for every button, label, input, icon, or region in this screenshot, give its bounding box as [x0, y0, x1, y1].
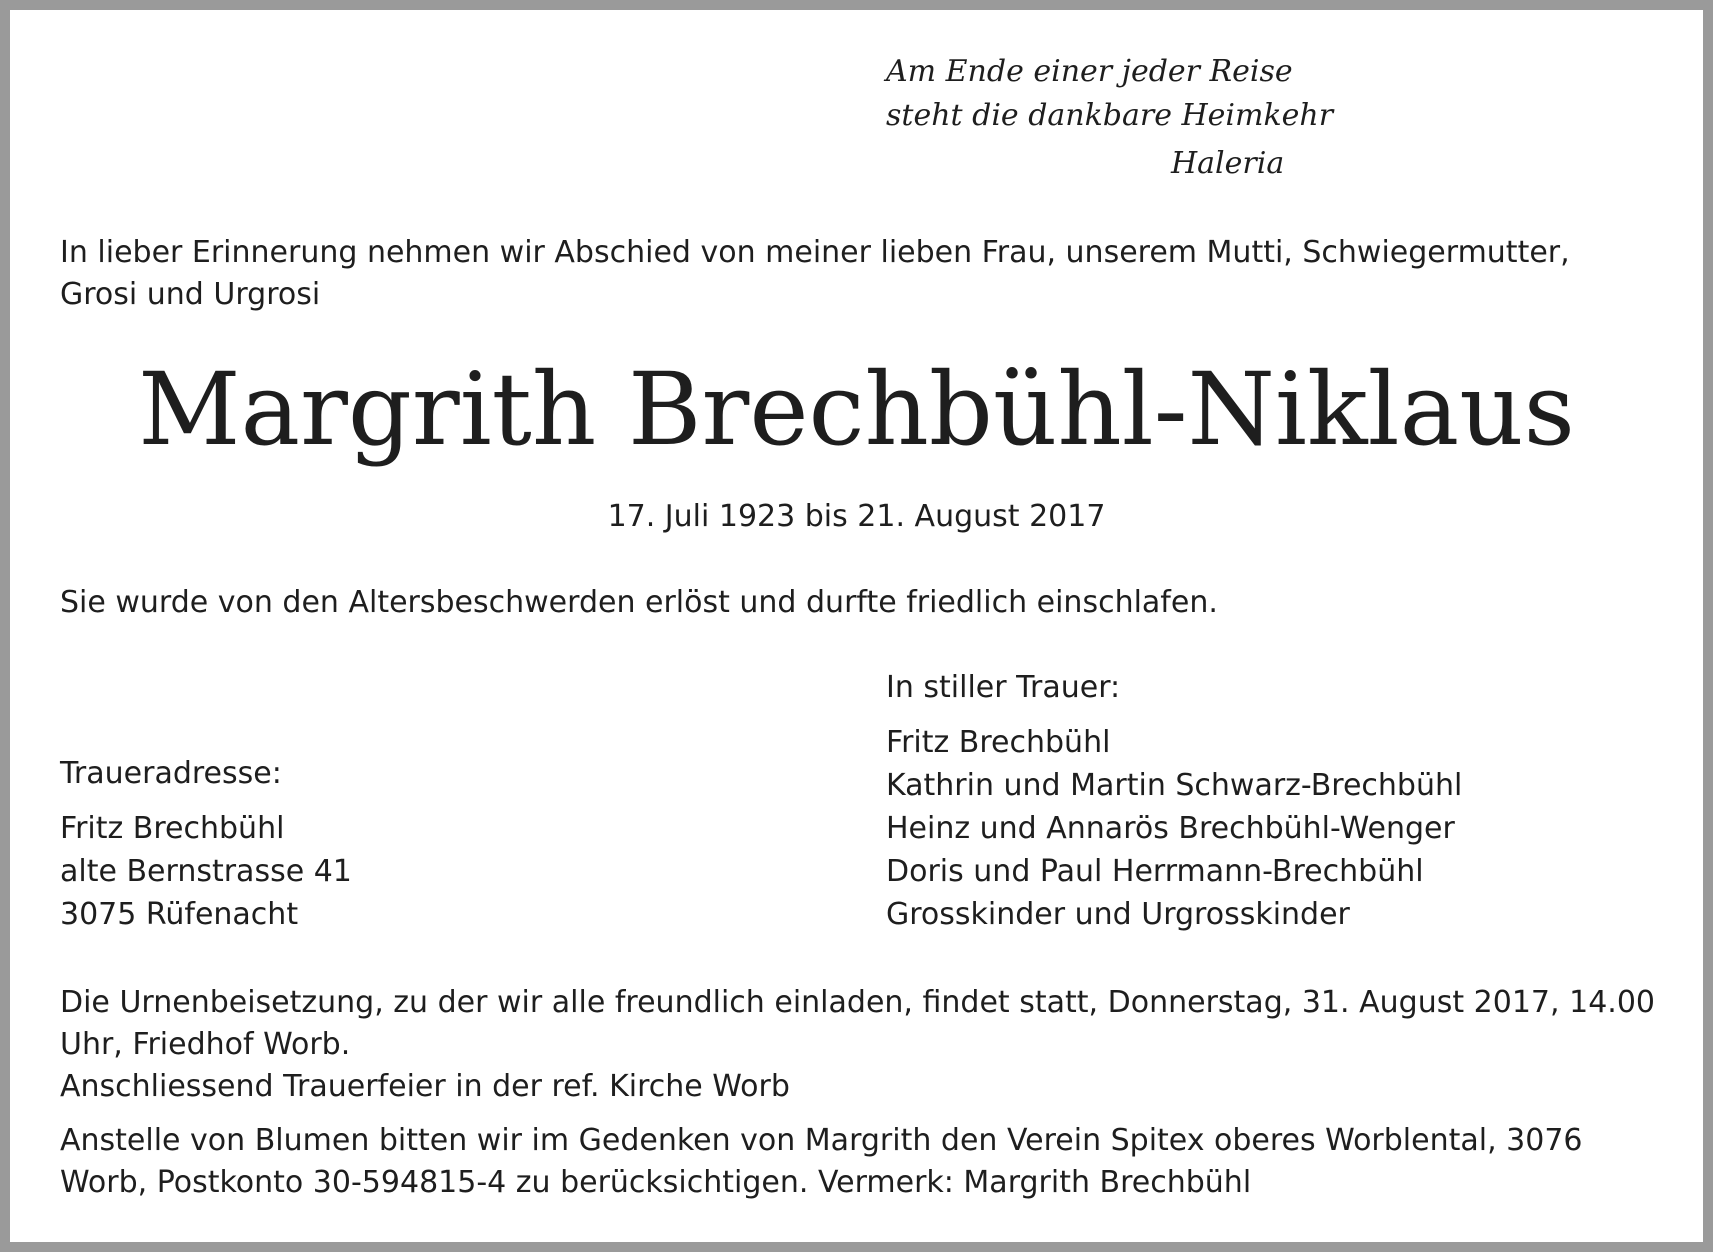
- address-line: alte Bernstrasse 41: [60, 854, 352, 889]
- quote-block: [886, 50, 1333, 186]
- mourner-name: Fritz Brechbühl: [886, 725, 1111, 760]
- mourner-name: Heinz und Annarös Brechbühl-Wenger: [886, 811, 1455, 846]
- obituary-page: [10, 10, 1703, 1242]
- address-line: 3075 Rüfenacht: [60, 897, 299, 932]
- quote-line-1: Am Ende einer jeder Reise: [886, 54, 1293, 89]
- intro-text: In lieber Erinnerung nehmen wir Abschied von meiner lieben Frau, unserem Mutti, Schwiegermutter, Grosi und Urgrosi: [60, 235, 1570, 312]
- quote-author: Haleria: [1171, 146, 1285, 181]
- mourners-heading: In stiller Trauer:: [886, 670, 1121, 705]
- quote-line-2: steht die dankbare Heimkehr: [886, 98, 1334, 133]
- address-heading: Traueradresse:: [60, 756, 282, 791]
- memorial-service: Anschliessend Trauerfeier in der ref. Kirche Worb: [60, 1069, 790, 1104]
- mourner-name: Kathrin und Martin Schwarz-Brechbühl: [886, 768, 1463, 803]
- mourner-name: Doris und Paul Herrmann-Brechbühl: [886, 854, 1424, 889]
- donation-request: Anstelle von Blumen bitten wir im Gedenken von Margrith den Verein Spitex oberes Worblental, 3076 Worb, Postkonto 30-594815-4 zu berücksichtigen. Vermerk: Margrith Brechbühl: [60, 1123, 1583, 1200]
- burial-details: Die Urnenbeisetzung, zu der wir alle freundlich einladen, findet statt, Donnerstag, 31. August 2017, 14.00 Uhr, Friedhof Worb.: [60, 985, 1655, 1062]
- mourner-name: Grosskinder und Urgrosskinder: [886, 897, 1350, 932]
- mourners-block: [886, 666, 1462, 936]
- address-line: Fritz Brechbühl: [60, 811, 285, 846]
- mourning-address-block: [60, 752, 352, 936]
- life-dates: 17. Juli 1923 bis 21. August 2017: [607, 499, 1106, 534]
- deceased-name: Margrith Brechbühl-Niklaus: [138, 351, 1575, 468]
- burial-info: [60, 982, 1655, 1108]
- passing-sentence: Sie wurde von den Altersbeschwerden erlöst und durfte friedlich einschlafen.: [60, 585, 1218, 620]
